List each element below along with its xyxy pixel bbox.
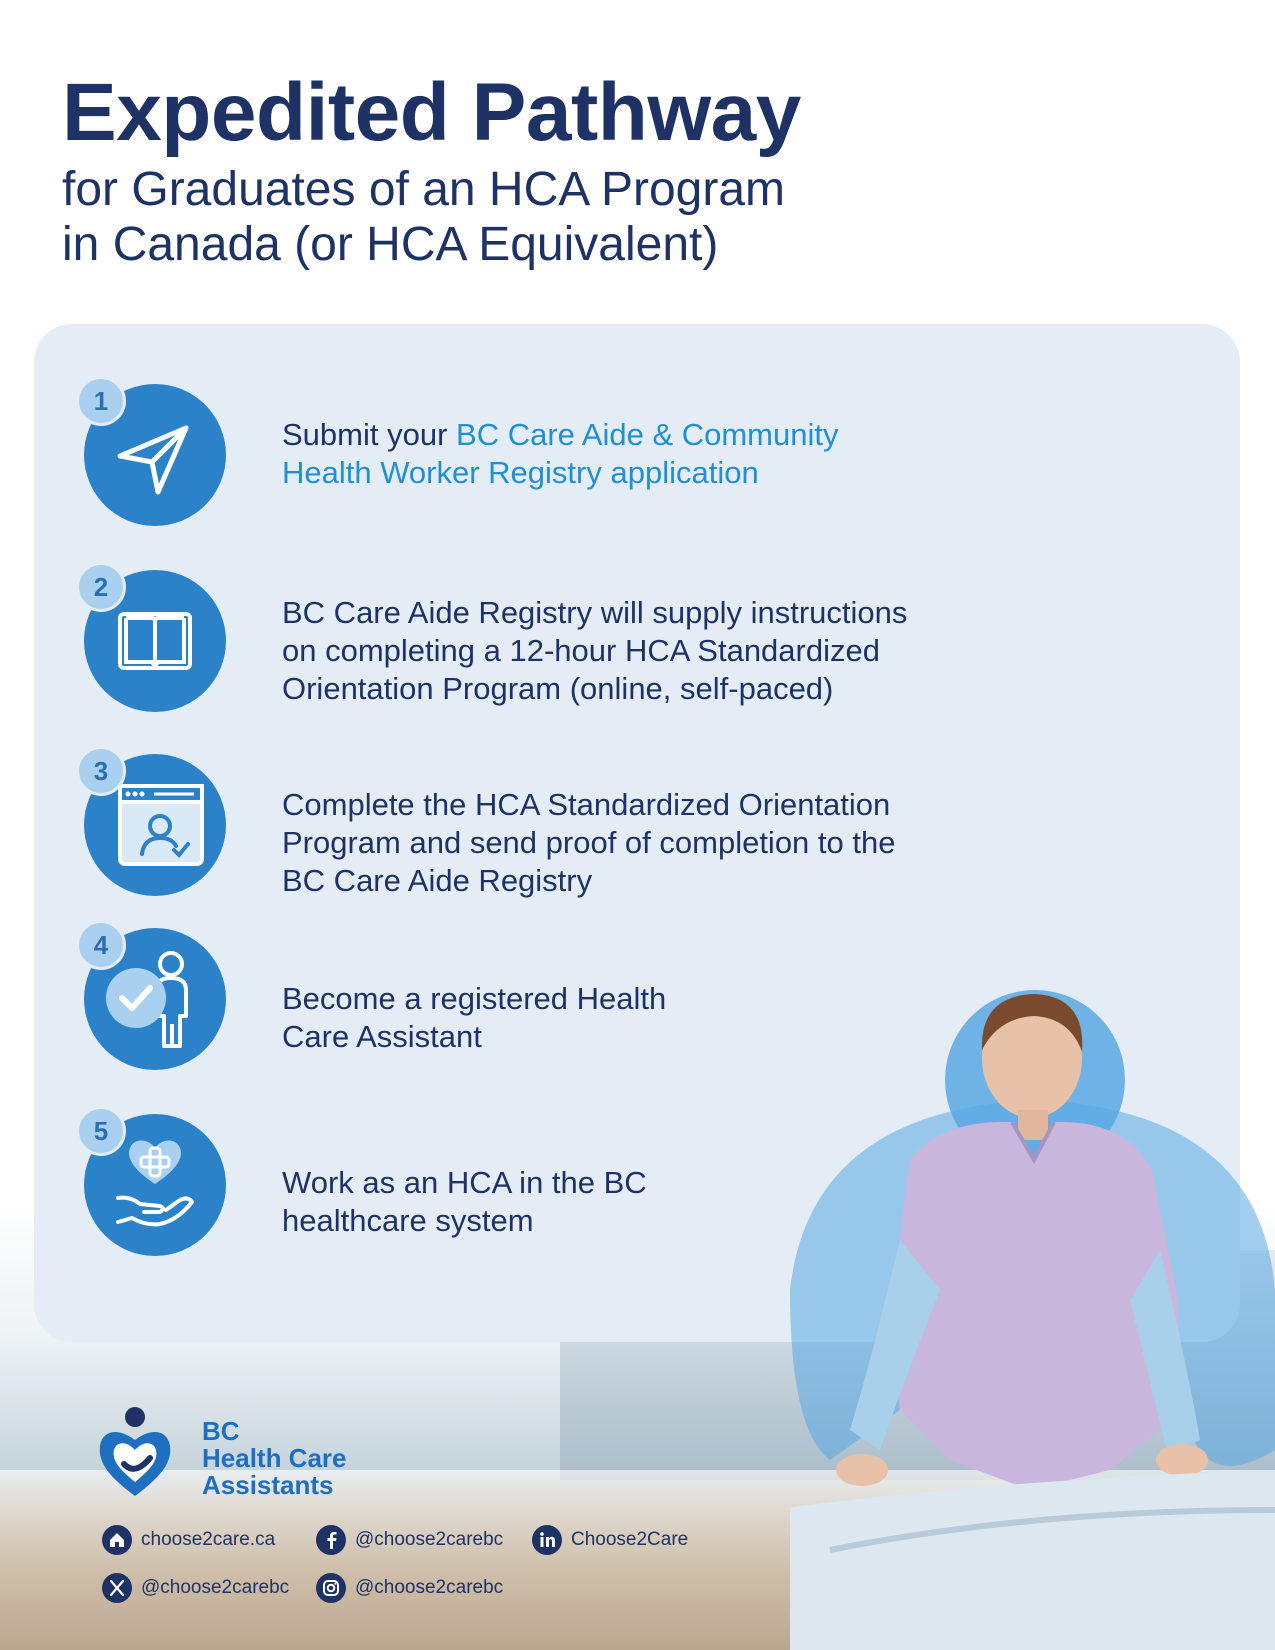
page-title: Expedited Pathway [62, 67, 801, 158]
step-2-text [282, 594, 1002, 708]
step-2-line-1: BC Care Aide Registry will supply instructions [282, 595, 908, 630]
brand-line-2: Health Care [202, 1443, 347, 1473]
step-4-number: 4 [76, 920, 126, 970]
nurse-photo [790, 990, 1275, 1650]
linkedin-link[interactable] [532, 1525, 688, 1555]
instagram-text: @choose2carebc [355, 1577, 504, 1598]
step-1-text-plain: Submit your [282, 417, 457, 452]
instagram-icon [316, 1573, 346, 1603]
step-3 [84, 754, 1084, 898]
facebook-text: @choose2carebc [355, 1529, 504, 1550]
x-icon [102, 1573, 132, 1603]
brand-line-1: BC [202, 1416, 240, 1446]
page-subtitle [62, 162, 785, 272]
linkedin-text: Choose2Care [571, 1529, 689, 1550]
step-4-line-2: Care Assistant [282, 1019, 482, 1054]
step-2-line-2: on completing a 12-hour HCA Standardized [282, 633, 880, 668]
step-2 [84, 570, 1084, 710]
step-3-line-1: Complete the HCA Standardized Orientation [282, 787, 891, 822]
step-3-text [282, 786, 1002, 900]
facebook-icon [316, 1525, 346, 1555]
step-5-number: 5 [76, 1106, 126, 1156]
step-1-text [282, 416, 1002, 492]
step-2-number: 2 [76, 562, 126, 612]
x-text: @choose2carebc [141, 1577, 290, 1598]
step-3-line-3: BC Care Aide Registry [282, 863, 593, 898]
x-link[interactable] [102, 1573, 289, 1603]
step-1-number: 1 [76, 376, 126, 426]
instagram-link[interactable] [316, 1573, 503, 1603]
website-link[interactable] [102, 1525, 275, 1555]
step-3-number: 3 [76, 746, 126, 796]
subtitle-line-2: in Canada (or HCA Equivalent) [62, 218, 719, 272]
brand-line-3: Assistants [202, 1470, 334, 1500]
step-4-line-1: Become a registered Health [282, 981, 667, 1016]
step-3-line-2: Program and send proof of completion to the [282, 825, 896, 860]
step-1 [84, 384, 1084, 524]
step-5-line-1: Work as an HCA in the BC [282, 1165, 647, 1200]
website-text: choose2care.ca [141, 1529, 276, 1550]
brand-name [202, 1418, 347, 1499]
registry-application-link-line-2[interactable]: Health Worker Registry application [282, 455, 759, 490]
facebook-link[interactable] [316, 1525, 503, 1555]
step-2-line-3: Orientation Program (online, self-paced) [282, 671, 834, 706]
linkedin-icon [532, 1525, 562, 1555]
registry-application-link[interactable]: BC Care Aide & Community [456, 417, 839, 452]
step-5-line-2: healthcare system [282, 1203, 534, 1238]
bc-hca-logo [96, 1406, 174, 1498]
home-icon [102, 1525, 132, 1555]
subtitle-line-1: for Graduates of an HCA Program [62, 163, 785, 216]
